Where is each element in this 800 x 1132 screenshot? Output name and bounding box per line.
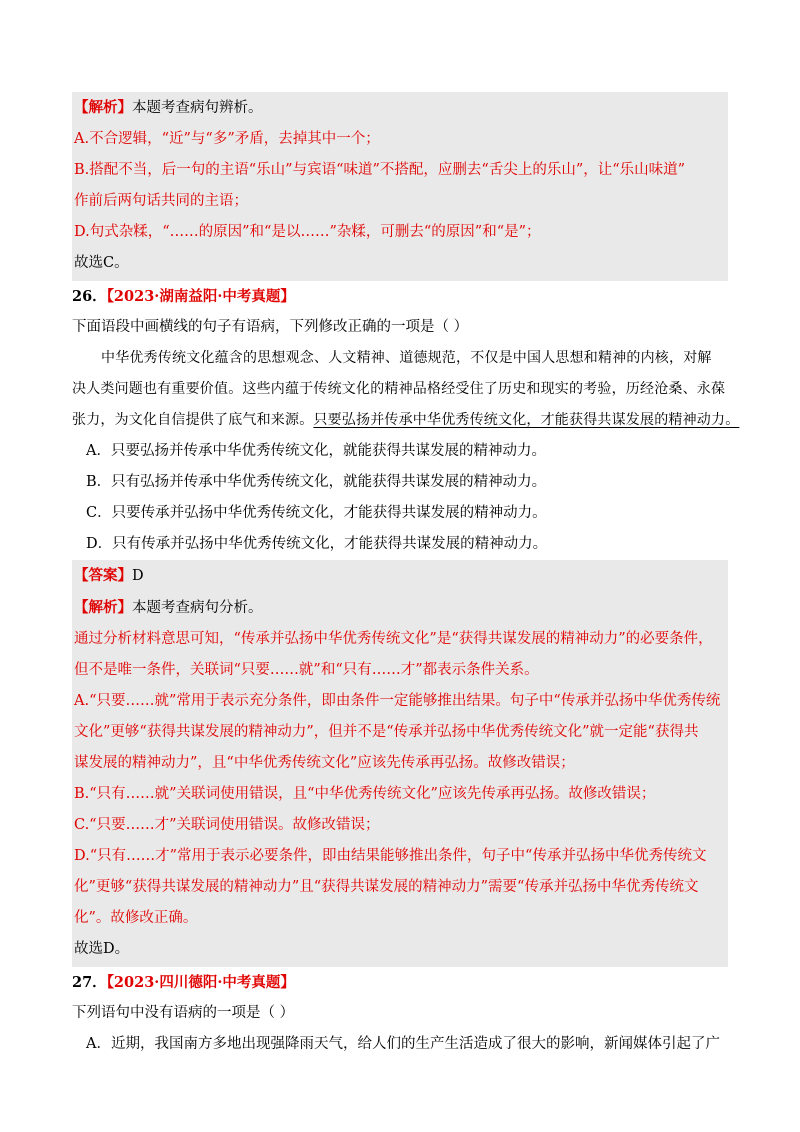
- q27-number: 27．: [72, 974, 107, 991]
- q26-option-c: C．只要传承并弘扬中华优秀传统文化，才能获得共谋发展的精神动力。: [86, 505, 547, 521]
- q26-passage-line: [72, 405, 740, 436]
- q26-source: 【2023·湖南益阳·中考真题】: [106, 288, 295, 305]
- q26-analysis-line: 谋发展的精神动力”，且“中华优秀传统文化”应该先传承再弘扬。故修改错误；: [74, 755, 575, 771]
- q26-passage-line: 决人类问题也有重要价值。这些内蕴于传统文化的精神品格经受住了历史和现实的考验，历经沧桑、永葆: [72, 381, 726, 397]
- q26-option-d: D．只有传承并弘扬中华优秀传统文化，才能获得共谋发展的精神动力。: [86, 536, 548, 552]
- q26-number: 26．: [72, 288, 107, 305]
- q27-header: [72, 967, 728, 998]
- q26-analysis-line: 但不是唯一条件，关联词“只要……就”和“只有……才”都表示条件关系。: [74, 662, 539, 678]
- q27-stem: 下列语句中没有语病的一项是（ ）: [72, 1005, 295, 1021]
- q26-analysis-line: C.“只要……才”关联词使用错误。故修改错误；: [74, 817, 380, 833]
- answer-value: D: [132, 568, 144, 584]
- analysis-intro: 本题考查病句辨析。: [132, 100, 263, 116]
- q26-passage-text: 张力，为文化自信提供了底气和来源。: [72, 412, 314, 428]
- q27-source: 【2023·四川德阳·中考真题】: [106, 974, 295, 991]
- q26-answer-line: [74, 560, 718, 592]
- q25-analysis-line: 作前后两句话共同的主语；: [74, 193, 248, 209]
- q26-analysis-line: A.“只要……就”常用于表示充分条件，即由条件一定能够推出结果。句子中“传承并弘扬中华优秀传统: [74, 693, 721, 709]
- q26-analysis-line: B.“只有……就”关联词使用错误，且“中华优秀传统文化”应该先传承再弘扬。故修改错误；: [74, 786, 656, 802]
- q26-underlined-sentence: 只要弘扬并传承中华优秀传统文化，才能获得共谋发展的精神动力。: [313, 412, 740, 428]
- q26-answer-box: [72, 560, 728, 967]
- q27-option-a: A．近期，我国南方多地出现强降雨天气，给人们的生产生活造成了很大的影响，新闻媒体引起了广: [86, 1036, 720, 1052]
- q25-conclusion: 故选C。: [74, 255, 129, 271]
- q26-analysis-line: 化”更够“获得共谋发展的精神动力”且“获得共谋发展的精神动力”需要“传承并弘扬中华优秀传统文: [74, 879, 699, 895]
- q25-analysis-line: B.搭配不当，后一句的主语“乐山”与宾语“味道”不搭配，应删去“舌尖上的乐山”，让“乐山味道”: [74, 162, 686, 178]
- page-content: [72, 92, 740, 1060]
- q26-header: [72, 281, 728, 312]
- q25-analysis-line: D.句式杂糅，“……的原因”和“是以……”杂糅，可删去“的原因”和“是”；: [74, 224, 541, 240]
- q26-analysis-line: 文化”更够“获得共谋发展的精神动力”，但并不是“传承并弘扬中华优秀传统文化”就一定能“获得共: [74, 724, 699, 740]
- q25-analysis-box: [72, 92, 728, 281]
- analysis-label: 【解析】: [74, 599, 132, 616]
- q26-conclusion: 故选D。: [74, 941, 130, 957]
- q25-analysis-line: A.不合逻辑，“近”与“多”矛盾，去掉其中一个；: [74, 131, 380, 147]
- q26-stem: 下面语段中画横线的句子有语病，下列修改正确的一项是（ ）: [72, 319, 469, 335]
- analysis-label: 【解析】: [74, 99, 132, 116]
- q26-analysis-line: 化”。故修改正确。: [74, 910, 198, 926]
- q26-analysis-line: 通过分析材料意思可知，“传承并弘扬中华优秀传统文化”是“获得共谋发展的精神动力”的必要条件，: [74, 631, 713, 647]
- q26-analysis-line: D.“只有……才”常用于表示必要条件，即由结果能够推出条件，句子中“传承并弘扬中华优秀传统文: [74, 848, 707, 864]
- q26-option-a: A．只要弘扬并传承中华优秀传统文化，就能获得共谋发展的精神动力。: [86, 443, 546, 459]
- answer-label: 【答案】: [74, 567, 132, 584]
- q26-analysis-intro-line: [74, 592, 718, 624]
- q26-passage-line: 中华优秀传统文化蕴含的思想观念、人文精神、道德规范，不仅是中国人思想和精神的内核，对解: [101, 350, 712, 366]
- q26-option-b: B．只有弘扬并传承中华优秀传统文化，就能获得共谋发展的精神动力。: [86, 474, 547, 490]
- analysis-intro: 本题考查病句分析。: [132, 600, 263, 616]
- q25-analysis-intro-line: [74, 92, 718, 124]
